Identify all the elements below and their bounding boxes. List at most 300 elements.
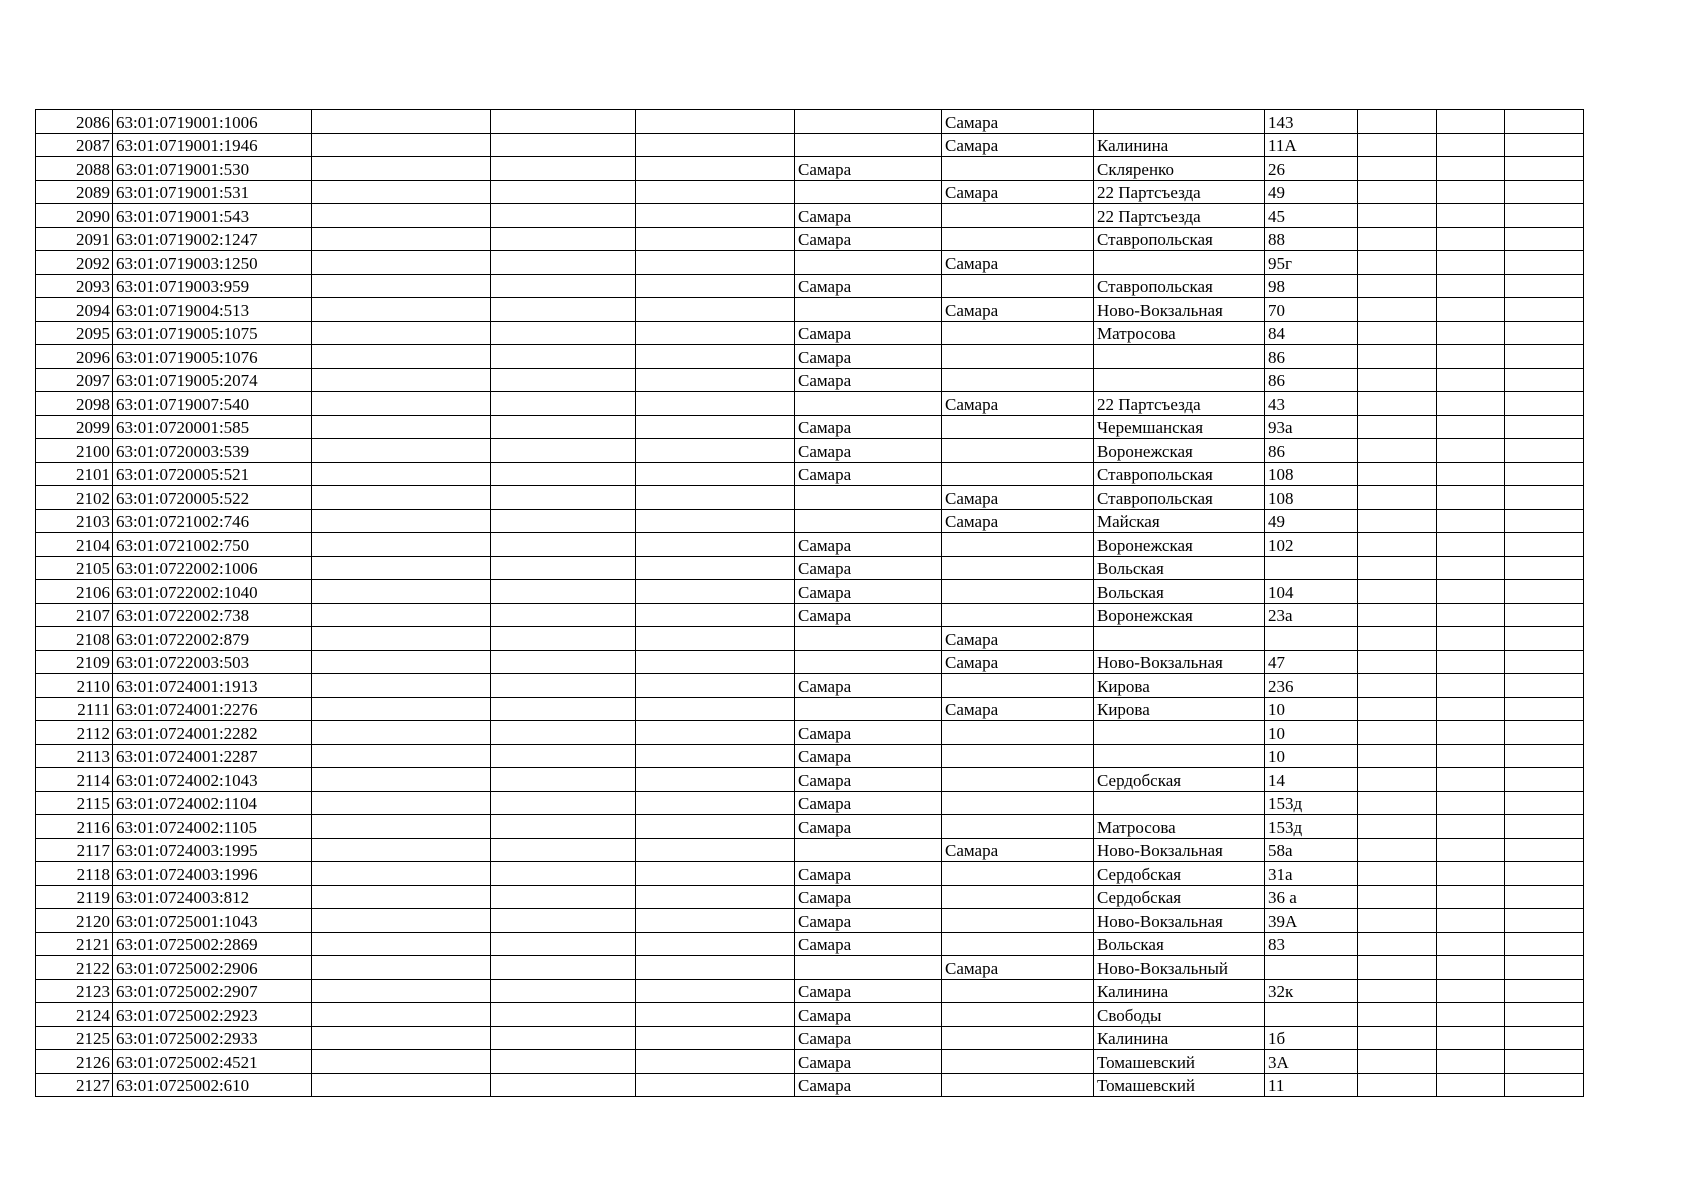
- city-cell: Самара: [795, 274, 942, 298]
- empty-cell: [491, 744, 636, 768]
- cadastral-number-cell: 63:01:0722002:879: [113, 627, 312, 651]
- street-cell: Вольская: [1094, 556, 1265, 580]
- city-cell: Самара: [795, 533, 942, 557]
- row-number-cell: 2097: [36, 368, 113, 392]
- empty-cell: [636, 815, 795, 839]
- empty-cell: [312, 509, 491, 533]
- empty-cell: [1437, 956, 1505, 980]
- empty-cell: [1437, 251, 1505, 275]
- locality-cell: [942, 580, 1094, 604]
- table-row: [36, 580, 1584, 604]
- empty-cell: [312, 251, 491, 275]
- empty-cell: [491, 932, 636, 956]
- empty-cell: [636, 979, 795, 1003]
- empty-cell: [1437, 1050, 1505, 1074]
- locality-cell: [942, 368, 1094, 392]
- row-number-cell: 2111: [36, 697, 113, 721]
- locality-cell: [942, 204, 1094, 228]
- empty-cell: [636, 956, 795, 980]
- locality-cell: Самара: [942, 110, 1094, 134]
- table-row: [36, 721, 1584, 745]
- empty-cell: [1505, 415, 1584, 439]
- empty-cell: [636, 885, 795, 909]
- empty-cell: [1505, 251, 1584, 275]
- empty-cell: [1437, 815, 1505, 839]
- empty-cell: [636, 368, 795, 392]
- locality-cell: [942, 439, 1094, 463]
- street-cell: Сердобская: [1094, 768, 1265, 792]
- empty-cell: [1358, 368, 1437, 392]
- house-number-cell: [1265, 556, 1358, 580]
- cadastral-number-cell: 63:01:0719001:530: [113, 157, 312, 181]
- locality-cell: [942, 721, 1094, 745]
- street-cell: [1094, 744, 1265, 768]
- cadastral-number-cell: 63:01:0719003:959: [113, 274, 312, 298]
- table-row: [36, 110, 1584, 134]
- empty-cell: [312, 298, 491, 322]
- table-row: [36, 157, 1584, 181]
- house-number-cell: 49: [1265, 180, 1358, 204]
- empty-cell: [1437, 533, 1505, 557]
- empty-cell: [636, 627, 795, 651]
- empty-cell: [1505, 815, 1584, 839]
- locality-cell: Самара: [942, 697, 1094, 721]
- cadastral-number-cell: 63:01:0719005:2074: [113, 368, 312, 392]
- empty-cell: [312, 603, 491, 627]
- house-number-cell: 58а: [1265, 838, 1358, 862]
- table-row: [36, 815, 1584, 839]
- empty-cell: [636, 486, 795, 510]
- house-number-cell: 84: [1265, 321, 1358, 345]
- table-row: [36, 204, 1584, 228]
- cadastral-number-cell: 63:01:0719001:1006: [113, 110, 312, 134]
- empty-cell: [1437, 627, 1505, 651]
- table-body: [36, 110, 1584, 1097]
- table-row: [36, 627, 1584, 651]
- locality-cell: Самара: [942, 133, 1094, 157]
- table-row: [36, 697, 1584, 721]
- empty-cell: [312, 486, 491, 510]
- house-number-cell: 43: [1265, 392, 1358, 416]
- empty-cell: [1437, 133, 1505, 157]
- city-cell: Самара: [795, 227, 942, 251]
- empty-cell: [1358, 909, 1437, 933]
- row-number-cell: 2095: [36, 321, 113, 345]
- street-cell: Томашевский: [1094, 1050, 1265, 1074]
- empty-cell: [491, 674, 636, 698]
- empty-cell: [636, 204, 795, 228]
- city-cell: Самара: [795, 1026, 942, 1050]
- locality-cell: Самара: [942, 251, 1094, 275]
- row-number-cell: 2110: [36, 674, 113, 698]
- locality-cell: Самара: [942, 838, 1094, 862]
- empty-cell: [1505, 862, 1584, 886]
- street-cell: Сердобская: [1094, 862, 1265, 886]
- empty-cell: [1358, 744, 1437, 768]
- empty-cell: [1358, 462, 1437, 486]
- row-number-cell: 2092: [36, 251, 113, 275]
- empty-cell: [1437, 744, 1505, 768]
- empty-cell: [491, 1050, 636, 1074]
- empty-cell: [1358, 1073, 1437, 1097]
- document-page: [35, 109, 1584, 1097]
- empty-cell: [1505, 110, 1584, 134]
- empty-cell: [1358, 791, 1437, 815]
- house-number-cell: 104: [1265, 580, 1358, 604]
- city-cell: Самара: [795, 462, 942, 486]
- house-number-cell: 14: [1265, 768, 1358, 792]
- empty-cell: [312, 885, 491, 909]
- street-cell: Матросова: [1094, 321, 1265, 345]
- empty-cell: [1437, 1026, 1505, 1050]
- empty-cell: [312, 721, 491, 745]
- empty-cell: [1358, 862, 1437, 886]
- locality-cell: [942, 1073, 1094, 1097]
- empty-cell: [1505, 838, 1584, 862]
- row-number-cell: 2087: [36, 133, 113, 157]
- house-number-cell: 10: [1265, 697, 1358, 721]
- city-cell: [795, 509, 942, 533]
- cadastral-number-cell: 63:01:0719003:1250: [113, 251, 312, 275]
- empty-cell: [491, 415, 636, 439]
- empty-cell: [1505, 392, 1584, 416]
- empty-cell: [636, 274, 795, 298]
- empty-cell: [1358, 580, 1437, 604]
- empty-cell: [636, 744, 795, 768]
- house-number-cell: 36 а: [1265, 885, 1358, 909]
- street-cell: Ново-Вокзальная: [1094, 298, 1265, 322]
- empty-cell: [1437, 979, 1505, 1003]
- empty-cell: [636, 1026, 795, 1050]
- locality-cell: Самара: [942, 392, 1094, 416]
- empty-cell: [1358, 227, 1437, 251]
- street-cell: Матросова: [1094, 815, 1265, 839]
- table-row: [36, 979, 1584, 1003]
- city-cell: Самара: [795, 721, 942, 745]
- city-cell: Самара: [795, 862, 942, 886]
- row-number-cell: 2093: [36, 274, 113, 298]
- empty-cell: [1437, 180, 1505, 204]
- city-cell: Самара: [795, 345, 942, 369]
- empty-cell: [636, 697, 795, 721]
- cadastral-number-cell: 63:01:0720005:521: [113, 462, 312, 486]
- cadastral-number-cell: 63:01:0719001:1946: [113, 133, 312, 157]
- locality-cell: [942, 1026, 1094, 1050]
- empty-cell: [1437, 838, 1505, 862]
- empty-cell: [1505, 909, 1584, 933]
- locality-cell: [942, 533, 1094, 557]
- empty-cell: [491, 251, 636, 275]
- city-cell: Самара: [795, 580, 942, 604]
- cadastral-number-cell: 63:01:0719001:543: [113, 204, 312, 228]
- empty-cell: [312, 768, 491, 792]
- empty-cell: [1437, 1073, 1505, 1097]
- empty-cell: [636, 157, 795, 181]
- empty-cell: [1358, 345, 1437, 369]
- locality-cell: [942, 462, 1094, 486]
- street-cell: [1094, 345, 1265, 369]
- city-cell: [795, 956, 942, 980]
- empty-cell: [1505, 1026, 1584, 1050]
- empty-cell: [1505, 486, 1584, 510]
- table-row: [36, 345, 1584, 369]
- cadastral-number-cell: 63:01:0725002:2906: [113, 956, 312, 980]
- empty-cell: [1358, 627, 1437, 651]
- empty-cell: [491, 274, 636, 298]
- cadastral-number-cell: 63:01:0722003:503: [113, 650, 312, 674]
- empty-cell: [491, 1073, 636, 1097]
- house-number-cell: 32к: [1265, 979, 1358, 1003]
- house-number-cell: 70: [1265, 298, 1358, 322]
- street-cell: Кирова: [1094, 697, 1265, 721]
- street-cell: [1094, 251, 1265, 275]
- table-row: [36, 486, 1584, 510]
- empty-cell: [1505, 462, 1584, 486]
- house-number-cell: 93а: [1265, 415, 1358, 439]
- empty-cell: [312, 368, 491, 392]
- house-number-cell: 11А: [1265, 133, 1358, 157]
- empty-cell: [1437, 204, 1505, 228]
- empty-cell: [636, 180, 795, 204]
- empty-cell: [491, 368, 636, 392]
- street-cell: Калинина: [1094, 1026, 1265, 1050]
- street-cell: Ставропольская: [1094, 486, 1265, 510]
- empty-cell: [312, 627, 491, 651]
- empty-cell: [491, 721, 636, 745]
- empty-cell: [1505, 368, 1584, 392]
- street-cell: Воронежская: [1094, 603, 1265, 627]
- empty-cell: [1505, 885, 1584, 909]
- empty-cell: [491, 838, 636, 862]
- locality-cell: [942, 909, 1094, 933]
- row-number-cell: 2099: [36, 415, 113, 439]
- empty-cell: [1358, 157, 1437, 181]
- locality-cell: [942, 768, 1094, 792]
- empty-cell: [636, 838, 795, 862]
- empty-cell: [312, 1050, 491, 1074]
- empty-cell: [1437, 298, 1505, 322]
- empty-cell: [1437, 368, 1505, 392]
- empty-cell: [1358, 885, 1437, 909]
- empty-cell: [636, 768, 795, 792]
- empty-cell: [312, 321, 491, 345]
- house-number-cell: 88: [1265, 227, 1358, 251]
- cadastral-number-cell: 63:01:0719007:540: [113, 392, 312, 416]
- empty-cell: [1505, 650, 1584, 674]
- cadastral-number-cell: 63:01:0724001:2287: [113, 744, 312, 768]
- empty-cell: [312, 838, 491, 862]
- empty-cell: [312, 1073, 491, 1097]
- table-row: [36, 909, 1584, 933]
- street-cell: Воронежская: [1094, 533, 1265, 557]
- street-cell: Черемшанская: [1094, 415, 1265, 439]
- empty-cell: [1505, 133, 1584, 157]
- empty-cell: [491, 462, 636, 486]
- city-cell: Самара: [795, 603, 942, 627]
- empty-cell: [312, 791, 491, 815]
- empty-cell: [1358, 110, 1437, 134]
- house-number-cell: 86: [1265, 345, 1358, 369]
- table-row: [36, 1003, 1584, 1027]
- empty-cell: [1505, 1003, 1584, 1027]
- street-cell: Ново-Вокзальная: [1094, 838, 1265, 862]
- empty-cell: [1437, 509, 1505, 533]
- empty-cell: [491, 791, 636, 815]
- city-cell: [795, 251, 942, 275]
- empty-cell: [1358, 956, 1437, 980]
- locality-cell: [942, 744, 1094, 768]
- empty-cell: [636, 1073, 795, 1097]
- city-cell: Самара: [795, 321, 942, 345]
- empty-cell: [491, 533, 636, 557]
- city-cell: Самара: [795, 157, 942, 181]
- house-number-cell: 31а: [1265, 862, 1358, 886]
- cadastral-number-cell: 63:01:0724001:2276: [113, 697, 312, 721]
- empty-cell: [1437, 885, 1505, 909]
- empty-cell: [491, 909, 636, 933]
- empty-cell: [1437, 227, 1505, 251]
- cadastral-number-cell: 63:01:0725002:610: [113, 1073, 312, 1097]
- cadastral-number-cell: 63:01:0719001:531: [113, 180, 312, 204]
- empty-cell: [1437, 909, 1505, 933]
- row-number-cell: 2105: [36, 556, 113, 580]
- empty-cell: [1505, 180, 1584, 204]
- locality-cell: [942, 321, 1094, 345]
- city-cell: Самара: [795, 204, 942, 228]
- locality-cell: [942, 979, 1094, 1003]
- table-row: [36, 838, 1584, 862]
- empty-cell: [636, 533, 795, 557]
- empty-cell: [1437, 439, 1505, 463]
- empty-cell: [491, 180, 636, 204]
- row-number-cell: 2114: [36, 768, 113, 792]
- empty-cell: [1437, 580, 1505, 604]
- city-cell: Самара: [795, 791, 942, 815]
- empty-cell: [491, 956, 636, 980]
- empty-cell: [312, 580, 491, 604]
- city-cell: Самара: [795, 368, 942, 392]
- empty-cell: [1437, 462, 1505, 486]
- row-number-cell: 2089: [36, 180, 113, 204]
- table-row: [36, 768, 1584, 792]
- empty-cell: [636, 580, 795, 604]
- cadastral-number-cell: 63:01:0721002:750: [113, 533, 312, 557]
- empty-cell: [636, 909, 795, 933]
- city-cell: [795, 180, 942, 204]
- city-cell: [795, 650, 942, 674]
- empty-cell: [1505, 956, 1584, 980]
- row-number-cell: 2101: [36, 462, 113, 486]
- empty-cell: [1437, 110, 1505, 134]
- locality-cell: Самара: [942, 650, 1094, 674]
- empty-cell: [491, 862, 636, 886]
- street-cell: Свободы: [1094, 1003, 1265, 1027]
- cadastral-number-cell: 63:01:0724003:1995: [113, 838, 312, 862]
- empty-cell: [1358, 439, 1437, 463]
- city-cell: Самара: [795, 979, 942, 1003]
- city-cell: [795, 298, 942, 322]
- empty-cell: [636, 133, 795, 157]
- city-cell: Самара: [795, 932, 942, 956]
- empty-cell: [491, 204, 636, 228]
- empty-cell: [1437, 1003, 1505, 1027]
- table-row: [36, 674, 1584, 698]
- table-row: [36, 439, 1584, 463]
- house-number-cell: 83: [1265, 932, 1358, 956]
- city-cell: Самара: [795, 1073, 942, 1097]
- street-cell: [1094, 110, 1265, 134]
- empty-cell: [491, 392, 636, 416]
- empty-cell: [1358, 251, 1437, 275]
- cadastral-number-cell: 63:01:0725002:2923: [113, 1003, 312, 1027]
- city-cell: Самара: [795, 815, 942, 839]
- city-cell: [795, 133, 942, 157]
- empty-cell: [491, 439, 636, 463]
- empty-cell: [1505, 791, 1584, 815]
- empty-cell: [1358, 721, 1437, 745]
- empty-cell: [312, 157, 491, 181]
- row-number-cell: 2118: [36, 862, 113, 886]
- empty-cell: [1358, 674, 1437, 698]
- house-number-cell: 143: [1265, 110, 1358, 134]
- empty-cell: [1437, 862, 1505, 886]
- empty-cell: [312, 979, 491, 1003]
- empty-cell: [1437, 697, 1505, 721]
- empty-cell: [636, 791, 795, 815]
- street-cell: Кирова: [1094, 674, 1265, 698]
- empty-cell: [636, 110, 795, 134]
- empty-cell: [1437, 603, 1505, 627]
- house-number-cell: 10: [1265, 721, 1358, 745]
- empty-cell: [636, 251, 795, 275]
- locality-cell: [942, 862, 1094, 886]
- empty-cell: [636, 721, 795, 745]
- empty-cell: [312, 345, 491, 369]
- empty-cell: [491, 321, 636, 345]
- row-number-cell: 2127: [36, 1073, 113, 1097]
- row-number-cell: 2086: [36, 110, 113, 134]
- table-row: [36, 556, 1584, 580]
- empty-cell: [1437, 932, 1505, 956]
- table-row: [36, 1026, 1584, 1050]
- empty-cell: [491, 979, 636, 1003]
- empty-cell: [1505, 979, 1584, 1003]
- street-cell: [1094, 721, 1265, 745]
- street-cell: Калинина: [1094, 979, 1265, 1003]
- locality-cell: Самара: [942, 298, 1094, 322]
- row-number-cell: 2108: [36, 627, 113, 651]
- street-cell: Ставропольская: [1094, 462, 1265, 486]
- street-cell: Вольская: [1094, 580, 1265, 604]
- empty-cell: [1358, 392, 1437, 416]
- empty-cell: [1358, 932, 1437, 956]
- house-number-cell: 108: [1265, 462, 1358, 486]
- cadastral-number-cell: 63:01:0725001:1043: [113, 909, 312, 933]
- empty-cell: [1358, 321, 1437, 345]
- locality-cell: [942, 674, 1094, 698]
- row-number-cell: 2125: [36, 1026, 113, 1050]
- empty-cell: [1505, 768, 1584, 792]
- house-number-cell: 95г: [1265, 251, 1358, 275]
- empty-cell: [1437, 650, 1505, 674]
- cadastral-table: [35, 109, 1584, 1097]
- row-number-cell: 2100: [36, 439, 113, 463]
- empty-cell: [1358, 486, 1437, 510]
- house-number-cell: 26: [1265, 157, 1358, 181]
- empty-cell: [491, 580, 636, 604]
- house-number-cell: 108: [1265, 486, 1358, 510]
- city-cell: [795, 110, 942, 134]
